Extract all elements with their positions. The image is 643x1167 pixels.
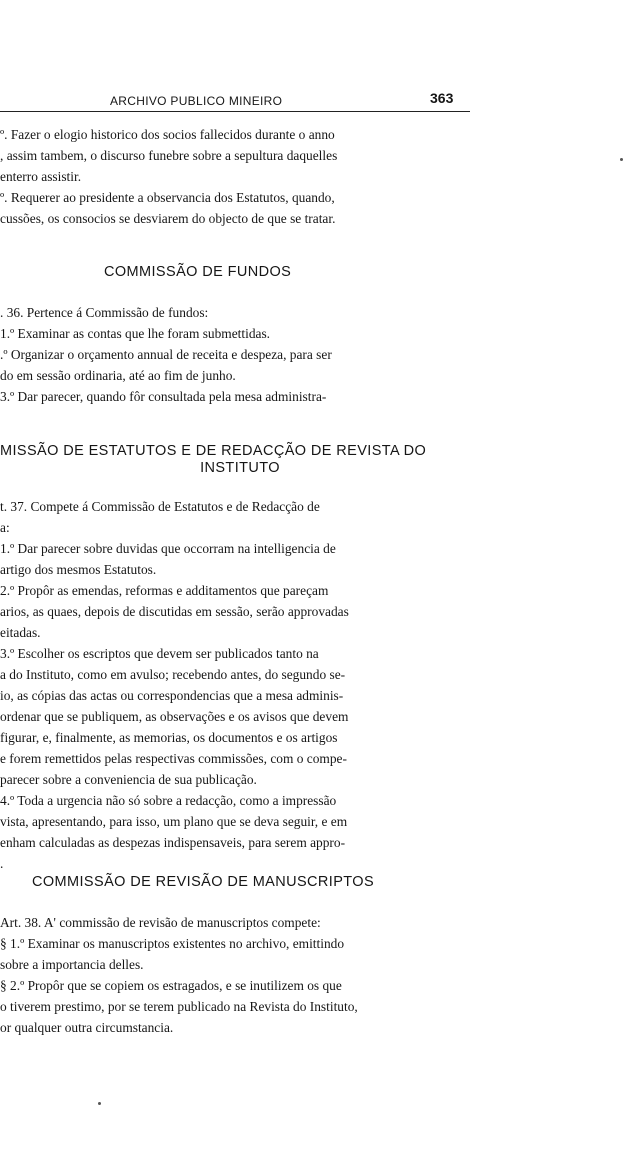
body-line: or qualquer outra circumstancia.: [0, 1020, 174, 1035]
running-header-title: ARCHIVO PUBLICO MINEIRO: [110, 94, 283, 108]
body-line: ordenar que se publiquem, as observações e os avisos que devem: [0, 709, 349, 724]
body-line: vista, apresentando, para isso, um plano que se deva seguir, e em: [0, 814, 348, 829]
body-line: º. Fazer o elogio historico dos socios fallecidos durante o anno: [0, 127, 335, 142]
body-line: arios, as quaes, depois de discutidas em sessão, serão approvadas: [0, 604, 349, 619]
body-line: do em sessão ordinaria, até ao fim de junho.: [0, 368, 236, 383]
body-line: § 2.º Propôr que se copiem os estragados, e se inutilizem os que: [0, 978, 342, 993]
body-line: artigo dos mesmos Estatutos.: [0, 562, 157, 577]
scan-speck: [620, 158, 623, 161]
scan-speck: [98, 1102, 101, 1105]
body-line: a:: [0, 520, 10, 535]
section-heading-estatutos: MISSÃO DE ESTATUTOS E DE REDACÇÃO DE REVISTA DO: [0, 443, 427, 459]
body-line: Art. 38. A' commissão de revisão de manuscriptos compete:: [0, 915, 321, 930]
body-line: o tiverem prestimo, por se terem publicado na Revista do Instituto,: [0, 999, 358, 1014]
body-line: enterro assistir.: [0, 169, 82, 184]
body-line: 3.º Escolher os escriptos que devem ser publicados tanto na: [0, 646, 319, 661]
body-line: § 1.º Examinar os manuscriptos existentes no archivo, emittindo: [0, 936, 345, 951]
body-line: parecer sobre a conveniencia de sua publicação.: [0, 772, 257, 787]
header-rule: [0, 111, 470, 112]
section-heading-estatutos-line2: INSTITUTO: [200, 460, 280, 476]
body-line: figurar, e, finalmente, as memorias, os documentos e os artigos: [0, 730, 338, 745]
body-line: . 36. Pertence á Commissão de fundos:: [0, 305, 209, 320]
page-number: 363: [430, 90, 454, 106]
body-line: e forem remettidos pelas respectivas commissões, com o compe-: [0, 751, 347, 766]
body-line: eitadas.: [0, 625, 41, 640]
body-line: 2.º Propôr as emendas, reformas e additamentos que pareçam: [0, 583, 329, 598]
body-line: sobre a importancia delles.: [0, 957, 144, 972]
body-line: enham calculadas as despezas indispensaveis, para serem appro-: [0, 835, 346, 850]
body-line: º. Requerer ao presidente a observancia dos Estatutos, quando,: [0, 190, 335, 205]
section-heading-manuscriptos: COMMISSÃO DE REVISÃO DE MANUSCRIPTOS: [32, 874, 375, 890]
body-line: 1.º Examinar as contas que lhe foram submettidas.: [0, 326, 271, 341]
body-line: , assim tambem, o discurso funebre sobre a sepultura daquelles: [0, 148, 338, 163]
section-heading-fundos: COMMISSÃO DE FUNDOS: [104, 264, 292, 280]
body-line: .: [0, 856, 4, 871]
body-line: 1.º Dar parecer sobre duvidas que occorram na intelligencia de: [0, 541, 336, 556]
body-line: 3.º Dar parecer, quando fôr consultada pela mesa administra-: [0, 389, 327, 404]
body-line: io, as cópias das actas ou correspondencias que a mesa adminis-: [0, 688, 344, 703]
body-line: t. 37. Compete á Commissão de Estatutos e de Redacção de: [0, 499, 320, 514]
running-header: [0, 90, 470, 112]
body-line: .º Organizar o orçamento annual de receita e despeza, para ser: [0, 347, 332, 362]
body-line: a do Instituto, como em avulso; recebendo antes, do segundo se-: [0, 667, 346, 682]
body-line: cussões, os consocios se desviarem do objecto de que se tratar.: [0, 211, 336, 226]
body-line: 4.º Toda a urgencia não só sobre a redacção, como a impressão: [0, 793, 337, 808]
